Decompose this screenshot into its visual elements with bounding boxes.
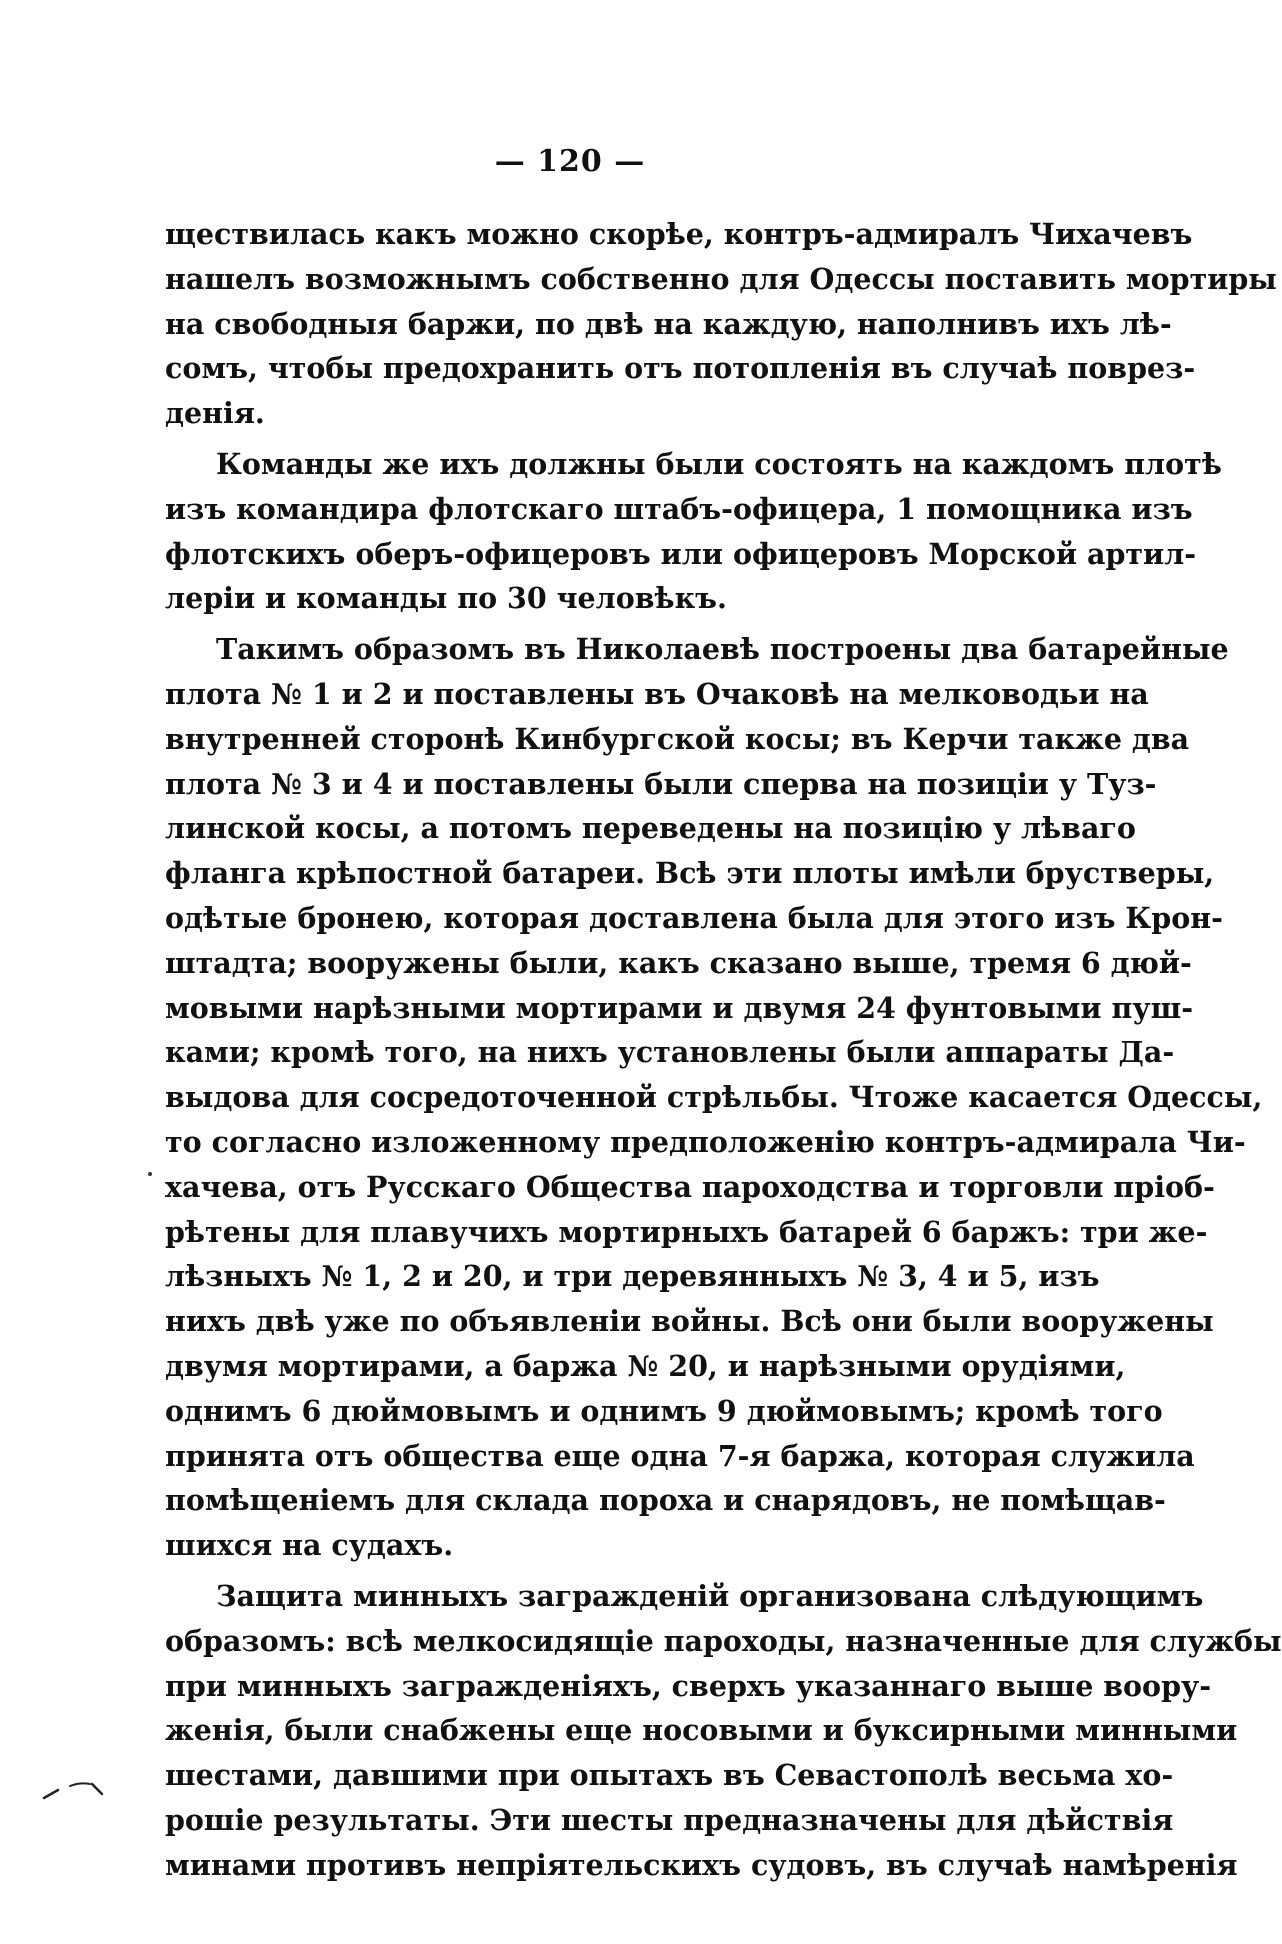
text-line: минами противъ непріятельскихъ судовъ, въ случаѣ намѣренія [165, 1847, 1238, 1882]
text-line: ками; кромѣ того, на нихъ установлены были аппараты Да- [165, 1035, 1175, 1070]
ink-speck [148, 1172, 152, 1176]
text-line: рѣтены для плавучихъ мортирныхъ батарей 6 баржъ: три же- [165, 1214, 1208, 1249]
text-line: лѣзныхъ № 1, 2 и 20, и три деревянныхъ № 3, 4 и 5, изъ [165, 1259, 1100, 1294]
text-line: при минныхъ загражденіяхъ, сверхъ указаннаго выше воору- [165, 1668, 1212, 1703]
text-line: то согласно изложенному предположенію контръ-адмирала Чи- [165, 1124, 1246, 1159]
text-line: шихся на судахъ. [165, 1528, 454, 1563]
pencil-mark-icon [40, 1768, 140, 1808]
text-line: образомъ: всѣ мелкосидящіе пароходы, назначенные для службы [165, 1623, 1282, 1658]
text-line: хачева, отъ Русскаго Общества пароходства и торговли пріоб- [165, 1169, 1215, 1204]
body-text [165, 212, 1282, 1887]
text-line: мовыми нарѣзными мортирами и двумя 24 фунтовыми пуш- [165, 990, 1194, 1025]
text-line: одѣтые бронею, которая доставлена была для этого изъ Крон- [165, 900, 1223, 935]
text-line: ществилась какъ можно скорѣе, контръ-адмиралъ Чихачевъ [165, 217, 1193, 251]
text-line: плота № 3 и 4 и поставлены были сперва на позиціи у Туз- [165, 766, 1157, 801]
text-line: плота № 1 и 2 и поставлены въ Очаковѣ на мелководьи на [165, 676, 1149, 711]
text-line: нихъ двѣ уже по объявленіи войны. Всѣ они были вооружены [165, 1304, 1214, 1339]
text-line: нашелъ возможнымъ собственно для Одессы поставить мортиры [165, 261, 1277, 296]
text-line: Такимъ образомъ въ Николаевѣ построены два батарейные [216, 632, 1229, 667]
text-line: помѣщеніемъ для склада пороха и снарядовъ, не помѣщав- [165, 1483, 1166, 1518]
text-line: флотскихъ оберъ-офицеровъ или офицеровъ Морской артил- [165, 536, 1197, 571]
text-line: внутренней сторонѣ Кинбургской косы; въ Керчи также два [165, 721, 1190, 756]
text-line: шестами, давшими при опытахъ въ Севастополѣ весьма хо- [165, 1758, 1174, 1793]
text-line: двумя мортирами, а баржа № 20, и нарѣзными орудіями, [165, 1348, 1126, 1383]
text-line: сомъ, чтобы предохранить отъ потопленія въ случаѣ поврез- [165, 351, 1196, 386]
text-line: штадта; вооружены были, какъ сказано выше, тремя 6 дюй- [165, 945, 1192, 980]
text-line: Команды же ихъ должны были состоять на каждомъ плотѣ [216, 446, 1222, 481]
text-line: линской косы, а потомъ переведены на позицію у лѣваго [165, 811, 1136, 846]
text-line: женія, были снабжены еще носовыми и буксирными минными [165, 1713, 1238, 1748]
text-line: Защита минныхъ загражденій организована слѣдующимъ [216, 1578, 1204, 1613]
text-line: изъ командира флотскаго штабъ-офицера, 1 помощника изъ [165, 491, 1193, 526]
text-line: выдова для сосредоточенной стрѣльбы. Чтоже касается Одессы, [165, 1080, 1263, 1115]
text-line: на свободныя баржи, по двѣ на каждую, наполнивъ ихъ лѣ- [165, 306, 1172, 341]
text-line: рошіе результаты. Эти шесты предназначены для дѣйствія [165, 1802, 1174, 1837]
text-line: денія. [165, 396, 265, 431]
text-line: леріи и команды по 30 человѣкъ. [165, 581, 727, 616]
text-line: принята отъ общества еще одна 7-я баржа, которая служила [165, 1438, 1195, 1473]
page-number: — 120 — [494, 144, 646, 179]
text-line: однимъ 6 дюймовымъ и однимъ 9 дюймовымъ; кромѣ того [165, 1393, 1163, 1428]
text-line: фланга крѣпостной батареи. Всѣ эти плоты имѣли брустверы, [165, 856, 1215, 891]
